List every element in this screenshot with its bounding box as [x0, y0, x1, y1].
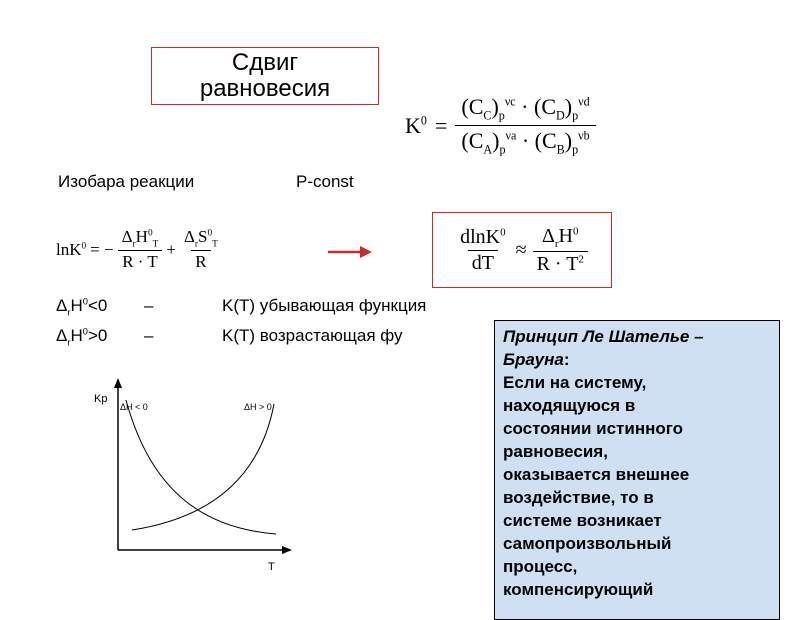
principle-line: самопроизвольный — [503, 534, 672, 553]
principle-line: процесс, — [503, 557, 578, 576]
principle-line: состоянии истинного — [503, 419, 683, 438]
principle-line: системе возникает — [503, 511, 662, 530]
dlnk-dt-fraction: $\frac{dlnK^0}{dT}$ — [460, 225, 506, 274]
x-axis-label: T — [268, 561, 275, 573]
principle-line: воздействие, то в — [503, 488, 654, 507]
lnk-lhs: lnK$^0$ — [56, 239, 87, 259]
lnk-formula — [56, 226, 222, 273]
kp-vs-t-chart — [90, 378, 300, 578]
delta-h-negative: $\Delta_rH^0<0$ — [56, 296, 108, 318]
enthalpy-fraction: $\frac{\Delta_rH^0_T}{R \cdot T}$ — [118, 226, 163, 273]
k0-numerator: $(C_C)_p^{\nu c} \cdot (C_D)_p^{\nu d}$ — [461, 94, 590, 123]
k0-equals: = — [434, 112, 448, 138]
lnk-equals: = − — [90, 239, 114, 259]
k0-denominator: $(C_A)_p^{\nu a} \cdot (C_B)_p^{\nu b}$ — [455, 125, 595, 159]
principle-line: компенсирующий — [503, 580, 654, 599]
equilibrium-constant-formula — [405, 92, 596, 160]
principle-line: находящуюся в — [503, 396, 636, 415]
condition-row-negative: $\Delta_rH^0<0$ – K(T) убывающая функция — [56, 296, 427, 318]
k0-lhs: $K^0$ — [405, 112, 427, 138]
le-chatelier-principle-box — [494, 320, 780, 620]
principle-line: равновесия, — [503, 442, 608, 461]
curve-label-positive: ΔH > 0 — [244, 402, 272, 412]
lnk-plus: + — [166, 239, 176, 259]
principle-line: оказывается внешнее — [503, 465, 690, 484]
condition-row-positive: $\Delta_rH^0>0$ – K(T) возрастающая фу — [56, 326, 403, 348]
pconst-label: P-const — [296, 172, 354, 191]
curve-label-negative: ΔH < 0 — [120, 402, 148, 412]
approx-sign: ≈ — [515, 238, 527, 261]
isobar-label: Изобара реакции — [58, 172, 195, 191]
x-axis-arrow — [282, 546, 292, 554]
enthalpy-rt2-fraction: $\frac{\Delta_rH^0}{R \cdot T^2}$ — [533, 224, 588, 277]
delta-h-positive: $\Delta_rH^0>0$ — [56, 326, 108, 348]
curve-positive-dh — [132, 404, 274, 530]
curve-negative-dh — [126, 400, 276, 534]
entropy-fraction: $\frac{\Delta_rS^0_T}{R}$ — [183, 227, 218, 272]
vanthoff-equation-box — [432, 212, 612, 288]
right-arrow-icon — [326, 244, 374, 260]
y-axis-arrow — [114, 378, 122, 388]
y-axis-label: Kp — [94, 393, 108, 405]
k0-fraction — [455, 92, 595, 160]
title-box — [151, 47, 379, 105]
condition-text-increasing: K(T) возрастающая фу — [222, 326, 403, 345]
title-line-1: Сдвиг — [231, 49, 299, 76]
principle-title: Принцип Ле Шателье – Брауна: — [503, 327, 704, 369]
principle-line: Если на систему, — [503, 373, 647, 392]
title-line-2: равновесия — [199, 75, 331, 102]
condition-text-decreasing: K(T) убывающая функция — [222, 296, 427, 315]
